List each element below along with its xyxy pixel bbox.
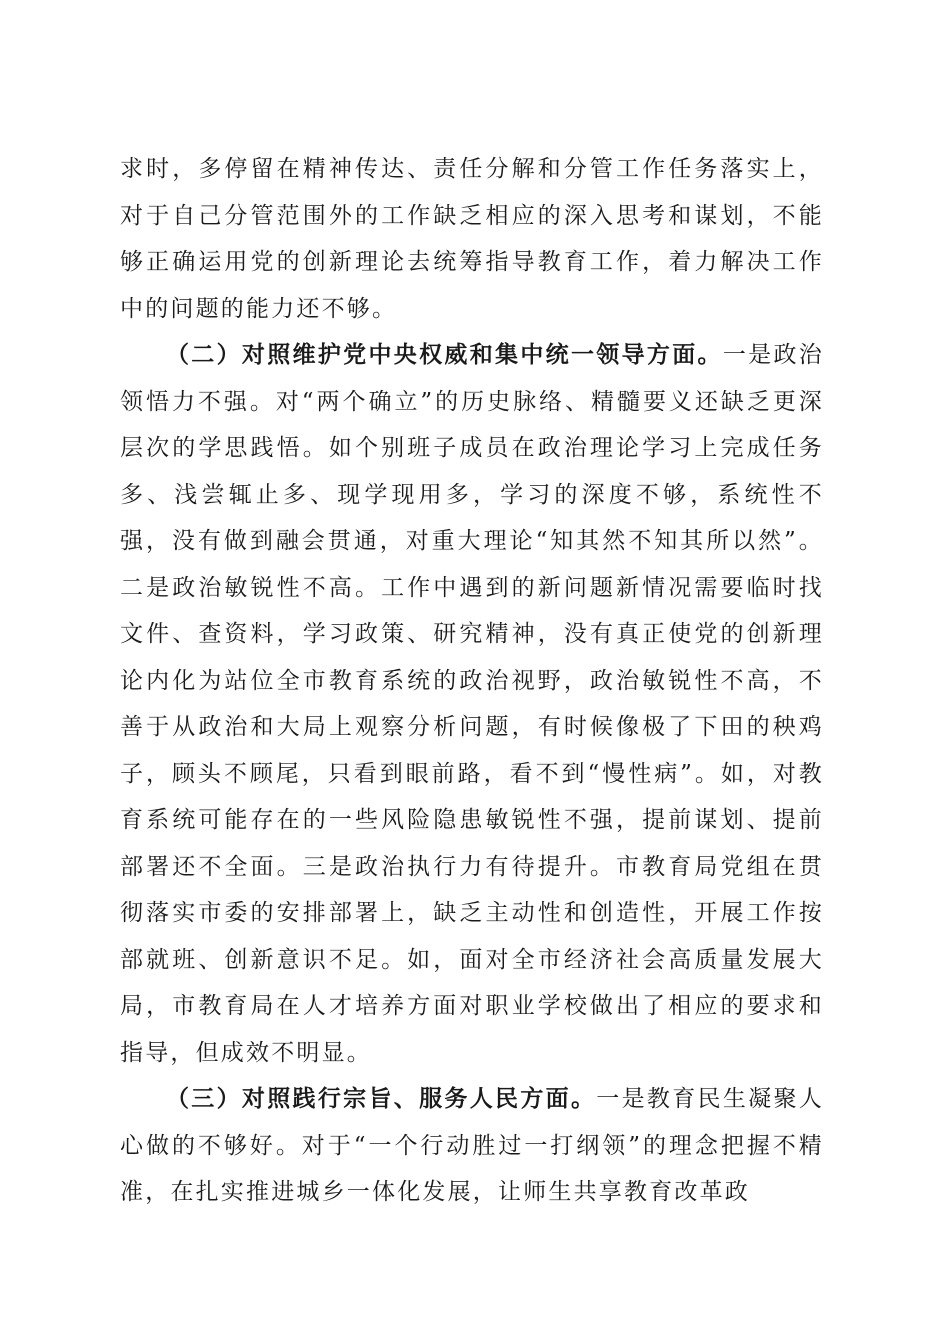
paragraph-3 [120,1076,824,1216]
paragraph-1 [120,146,824,332]
document-body [120,146,824,1216]
paragraph-2-text: 一是政治领悟力不强。对“两个确立”的历史脉络、精髓要义还缺乏更深层次的学思践悟。如个别班子成员在政治理论学习上完成任务多、浅尝辄止多、现学现用多，学习的深度不够，系统性不强，没有做到融会贯通，对重大理论“知其然不知其所以然”。二是政治敏锐性不高。工作中遇到的新问题新情况需要临时找文件、查资料，学习政策、研究精神，没有真正使党的创新理论内化为站位全市教育系统的政治视野，政治敏锐性不高，不善于从政治和大局上观察分析问题，有时候像极了下田的秧鸡子，顾头不顾尾，只看到眼前路，看不到“慢性病”。如，对教育系统可能存在的一些风险隐患敏锐性不强，提前谋划、提前部署还不全面。三是政治执行力有待提升。市教育局党组在贯彻落实市委的安排部署上，缺乏主动性和创造性，开展工作按部就班、创新意识不足。如，面对全市经济社会高质量发展大局，市教育局在人才培养方面对职业学校做出了相应的要求和指导，但成效不明显。 [120,342,824,1066]
paragraph-2 [120,332,824,1076]
paragraph-3-text: 一是教育民生凝聚人心做的不够好。对于“一个行动胜过一打纲领”的理念把握不精准，在扎实推进城乡一体化发展，让师生共享教育改革政 [120,1086,824,1205]
paragraph-1-text: 求时，多停留在精神传达、责任分解和分管工作任务落实上，对于自己分管范围外的工作缺乏相应的深入思考和谋划，不能够正确运用党的创新理论去统筹指导教育工作，着力解决工作中的问题的能力还不够。 [120,156,824,322]
paragraph-2-heading: （二）对照维护党中央权威和集中统一领导方面。 [166,342,723,368]
paragraph-3-heading: （三）对照践行宗旨、服务人民方面。 [166,1086,597,1112]
